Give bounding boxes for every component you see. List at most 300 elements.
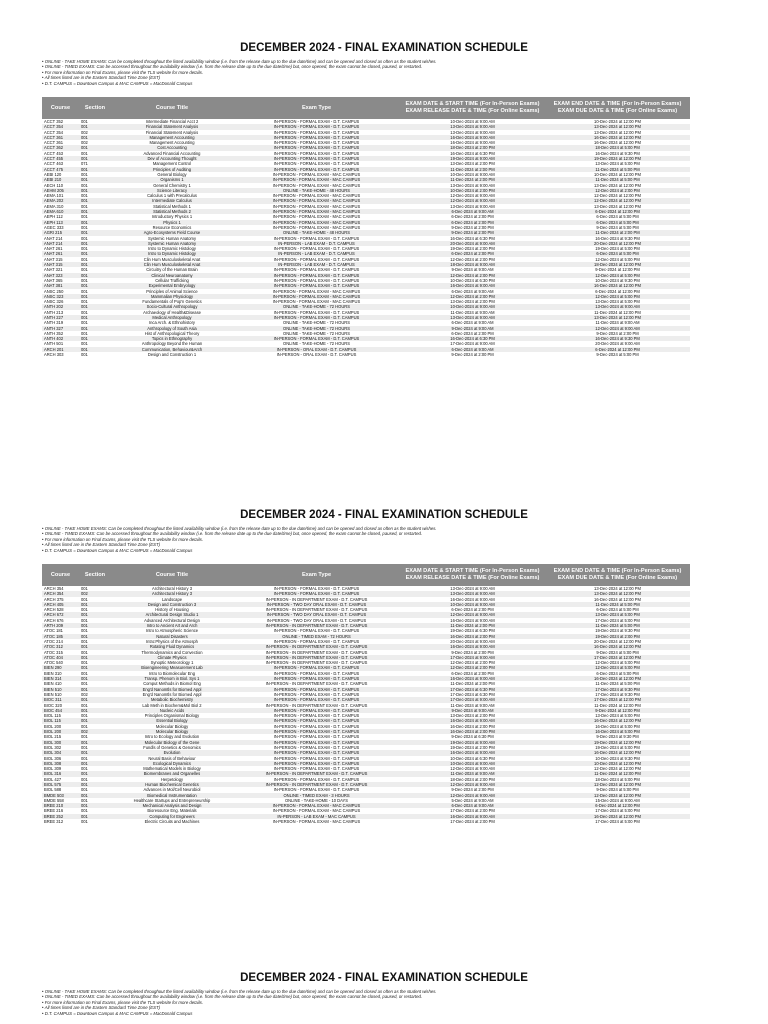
schedule-page-1 xyxy=(0,41,768,86)
cell-course: AEMA 202 xyxy=(42,198,79,203)
cell-course-title: History of Housing xyxy=(111,607,233,612)
cell-course-title: Comput Methods in Biomol Eng xyxy=(111,681,233,686)
cell-course-title: Bioengineering Measurement Lab xyxy=(111,665,233,670)
cell-exam-type: IN-PERSON - FORMAL EXAM - D.T. CAMPUS xyxy=(233,145,400,150)
cell-start: 6-Dec-2024 at 9:00 AM xyxy=(400,320,545,325)
cell-course: BMDE 503 xyxy=(42,793,79,798)
cell-end: 9-Dec-2024 at 5:00 PM xyxy=(545,225,690,230)
cell-end: 19-Dec-2024 at 5:00 PM xyxy=(545,246,690,251)
cell-course-title: Intro to Ecology and Evolution xyxy=(111,734,233,739)
col-header-exam-type: Exam Type xyxy=(233,564,400,586)
cell-end: 20-Dec-2024 at 9:00 AM xyxy=(545,341,690,346)
cell-course-title: Intermediate Financial Acct 2 xyxy=(111,119,233,124)
col-header-start-line1: EXAM DATE & START TIME (For In-Person Exams) xyxy=(405,568,540,574)
cell-start: 16-Dec-2024 at 9:00 AM xyxy=(400,644,545,649)
cell-start: 9-Dec-2024 at 6:30 PM xyxy=(400,734,545,739)
cell-course: AEHM 205 xyxy=(42,188,79,193)
cell-section: 001 xyxy=(79,341,111,346)
cell-course: BIOL 308 xyxy=(42,761,79,766)
cell-start: 12-Dec-2024 at 9:00 AM xyxy=(400,766,545,771)
cell-exam-type: IN-PERSON - FORMAL EXAM - D.T. CAMPUS xyxy=(233,283,400,288)
cell-start: 11-Dec-2024 at 2:00 PM xyxy=(400,623,545,628)
cell-section: 001 xyxy=(79,241,111,246)
cell-course: BMDE 558 xyxy=(42,798,79,803)
cell-section: 002 xyxy=(79,130,111,135)
cell-course-title: Circuitry of the Human Brain xyxy=(111,267,233,272)
cell-exam-type: IN-PERSON - TWO DAY ORAL EXAM - D.T. CAMPUS xyxy=(233,618,400,623)
cell-course-title: Cellular Trafficking xyxy=(111,278,233,283)
cell-end: 17-Dec-2024 at 5:00 PM xyxy=(545,808,690,813)
cell-start: 10-Dec-2024 at 9:00 AM xyxy=(400,602,545,607)
cell-end: 19-Dec-2024 at 5:00 PM xyxy=(545,745,690,750)
cell-course: ARTH 209 xyxy=(42,623,79,628)
cell-exam-type: IN-PERSON - IN DEPARTMENT EXAM - D.T. CAMPUS xyxy=(233,681,400,686)
cell-end: 11-Dec-2024 at 9:00 AM xyxy=(545,320,690,325)
cell-exam-type: IN-PERSON - FORMAL EXAM - MAC CAMPUS xyxy=(233,204,400,209)
cell-course: ARCH 201 xyxy=(42,347,79,352)
cell-section: 001 xyxy=(79,718,111,723)
cell-exam-type: IN-PERSON - FORMAL EXAM - D.T. CAMPUS xyxy=(233,151,400,156)
schedule-notes xyxy=(42,526,768,553)
col-header-end-line1: EXAM END DATE & TIME (For In-Person Exams) xyxy=(553,101,682,107)
cell-start: 16-Dec-2024 at 6:30 PM xyxy=(400,336,545,341)
cell-exam-type: IN-PERSON - FORMAL EXAM - MAC CAMPUS xyxy=(233,819,400,824)
cell-course: ANSC 323 xyxy=(42,294,79,299)
cell-section: 001 xyxy=(79,713,111,718)
note-item: • D.T. CAMPUS = Downtown Campus & MAC CAMPUS = MacDonald Campus xyxy=(42,1011,768,1016)
cell-end: 11-Dec-2024 at 5:00 PM xyxy=(545,623,690,628)
cell-end: 10-Dec-2024 at 9:30 PM xyxy=(545,278,690,283)
table-header-row xyxy=(42,97,690,119)
cell-course-title: Anthropology of South Asia xyxy=(111,326,233,331)
cell-section: 001 xyxy=(79,639,111,644)
cell-exam-type: ONLINE - TAKE-HOME - 48 HOURS xyxy=(233,188,400,193)
cell-course: ANAT 321 xyxy=(42,267,79,272)
cell-end: 16-Dec-2024 at 5:00 PM xyxy=(545,724,690,729)
cell-section: 001 xyxy=(79,660,111,665)
cell-end: 13-Dec-2024 at 12:00 PM xyxy=(545,124,690,129)
cell-start: 12-Dec-2024 at 2:00 PM xyxy=(400,257,545,262)
cell-section: 002 xyxy=(79,729,111,734)
cell-section: 001 xyxy=(79,124,111,129)
cell-exam-type: IN-PERSON - FORMAL EXAM - D.T. CAMPUS xyxy=(233,130,400,135)
cell-section: 001 xyxy=(79,236,111,241)
col-header-end-line2: EXAM DUE DATE & TIME (For Online Exams) xyxy=(557,108,678,114)
cell-course-title: Climate Physics xyxy=(111,655,233,660)
cell-end: 12-Dec-2024 at 12:00 PM xyxy=(545,193,690,198)
cell-course: BIOL 302 xyxy=(42,745,79,750)
cell-exam-type: IN-PERSON - IN DEPARTMENT EXAM - D.T. CAMPUS xyxy=(233,655,400,660)
cell-section: 001 xyxy=(79,628,111,633)
cell-end: 11-Dec-2024 at 5:00 PM xyxy=(545,681,690,686)
cell-start: 17-Dec-2024 at 2:00 PM xyxy=(400,808,545,813)
cell-course-title: Hist of Anthropological Theory xyxy=(111,331,233,336)
note-item: • For more information on Final Exams, please visit the TLS website for more details. xyxy=(42,70,768,75)
cell-section: 001 xyxy=(79,304,111,309)
cell-end: 12-Dec-2024 at 12:00 PM xyxy=(545,198,690,203)
cell-end: 19-Dec-2024 at 12:00 PM xyxy=(545,156,690,161)
cell-section: 001 xyxy=(79,289,111,294)
cell-course-title: Clin Hum Musculoskeletal Anat xyxy=(111,257,233,262)
cell-end: 13-Dec-2024 at 12:00 PM xyxy=(545,586,690,591)
cell-start: 19-Dec-2024 at 9:00 AM xyxy=(400,156,545,161)
cell-end: 11-Dec-2024 at 5:00 PM xyxy=(545,602,690,607)
cell-start: 19-Dec-2024 at 9:00 AM xyxy=(400,740,545,745)
cell-exam-type: IN-PERSON - ORAL EXAM - D.T. CAMPUS xyxy=(233,347,400,352)
cell-end: 13-Dec-2024 at 12:00 PM xyxy=(545,591,690,596)
cell-end: 20-Dec-2024 at 12:00 PM xyxy=(545,241,690,246)
cell-course: ACCT 361 xyxy=(42,135,79,140)
cell-start: 6-Dec-2024 at 9:00 AM xyxy=(400,209,545,214)
cell-start: 9-Dec-2024 at 2:00 PM xyxy=(400,787,545,792)
col-header-end-line2: EXAM DUE DATE & TIME (For Online Exams) xyxy=(557,575,678,581)
cell-course-title: Financial Statement Analysis xyxy=(111,124,233,129)
cell-end: 12-Dec-2024 at 12:00 PM xyxy=(545,793,690,798)
cell-start: 12-Dec-2024 at 2:00 PM xyxy=(400,294,545,299)
cell-exam-type: IN-PERSON - FORMAL EXAM - D.T. CAMPUS xyxy=(233,756,400,761)
cell-end: 6-Dec-2024 at 12:00 PM xyxy=(545,347,690,352)
cell-start: 12-Dec-2024 at 9:00 AM xyxy=(400,198,545,203)
cell-course: ACCT 354 xyxy=(42,130,79,135)
cell-start: 12-Dec-2024 at 9:00 AM xyxy=(400,782,545,787)
cell-start: 6-Dec-2024 at 2:00 PM xyxy=(400,671,545,676)
cell-course-title: Thermodynamics and Convection xyxy=(111,650,233,655)
cell-start: 18-Dec-2024 at 9:00 AM xyxy=(400,262,545,267)
cell-course-title: Healthcare Startups and Entrepreneurship xyxy=(111,798,233,803)
cell-section: 001 xyxy=(79,803,111,808)
cell-start: 19-Dec-2024 at 2:00 PM xyxy=(400,745,545,750)
cell-end: 18-Dec-2024 at 5:00 PM xyxy=(545,777,690,782)
cell-course: ANTH 213 xyxy=(42,310,79,315)
cell-end: 6-Dec-2024 at 12:00 PM xyxy=(545,289,690,294)
cell-start: 6-Dec-2024 at 9:00 AM xyxy=(400,347,545,352)
cell-exam-type: IN-PERSON - FORMAL EXAM - MAC CAMPUS xyxy=(233,198,400,203)
cell-course-title: Mammalian Physiology xyxy=(111,294,233,299)
cell-course-title: Advanced Financial Accounting xyxy=(111,151,233,156)
cell-exam-type: IN-PERSON - FORMAL EXAM - D.T. CAMPUS xyxy=(233,734,400,739)
cell-section: 001 xyxy=(79,273,111,278)
note-item: • ONLINE - TAKE HOME EXAMS: Can be completed throughout the listed availability window (i.e. from the release date up to the due date/time) and can be opened and closed as often as the student wishes. xyxy=(42,59,768,64)
cell-course: ANAT 365 xyxy=(42,278,79,283)
cell-exam-type: IN-PERSON - FORMAL EXAM - MAC CAMPUS xyxy=(233,808,400,813)
cell-course: BIOL 427 xyxy=(42,777,79,782)
cell-start: 11-Dec-2024 at 9:00 AM xyxy=(400,310,545,315)
cell-start: 13-Dec-2024 at 9:00 AM xyxy=(400,591,545,596)
cell-course: ATOC 540 xyxy=(42,660,79,665)
cell-section: 001 xyxy=(79,724,111,729)
note-item: • All times listed are in the Eastern Standard Time Zone (EST) xyxy=(42,542,768,547)
cell-start: 6-Dec-2024 at 2:00 PM xyxy=(400,331,545,336)
cell-start: 17-Dec-2024 at 6:30 PM xyxy=(400,692,545,697)
schedule-title: DECEMBER 2024 - FINAL EXAMINATION SCHEDULE xyxy=(240,509,528,521)
cell-course: ANTH 327 xyxy=(42,326,79,331)
col-header-start xyxy=(400,97,545,119)
cell-end: 9-Dec-2024 at 5:00 PM xyxy=(545,787,690,792)
cell-exam-type: IN-PERSON - FORMAL EXAM - D.T. CAMPUS xyxy=(233,119,400,124)
cell-exam-type: IN-PERSON - IN DEPARTMENT EXAM - D.T. CAMPUS xyxy=(233,650,400,655)
cell-course: ATOC 404 xyxy=(42,655,79,660)
cell-course-title: Evolution xyxy=(111,750,233,755)
cell-course-title: Management Accounting xyxy=(111,140,233,145)
cell-end: 11-Dec-2024 at 12:00 PM xyxy=(545,310,690,315)
cell-section: 001 xyxy=(79,315,111,320)
cell-end: 16-Dec-2024 at 12:00 PM xyxy=(545,814,690,819)
cell-course: BIOL 115 xyxy=(42,713,79,718)
col-header-section: Section xyxy=(79,97,111,119)
cell-start: 16-Dec-2024 at 2:00 PM xyxy=(400,729,545,734)
cell-start: 20-Dec-2024 at 9:00 AM xyxy=(400,241,545,246)
cell-end: 11-Dec-2024 at 5:00 PM xyxy=(545,177,690,182)
cell-course-title: Natural Disasters xyxy=(111,634,233,639)
cell-section: 001 xyxy=(79,687,111,692)
cell-end: 9-Dec-2024 at 12:00 PM xyxy=(545,267,690,272)
cell-start: 10-Dec-2024 at 6:30 PM xyxy=(400,278,545,283)
cell-start: 16-Dec-2024 at 9:00 AM xyxy=(400,135,545,140)
cell-course: ACCT 361 xyxy=(42,140,79,145)
cell-exam-type: IN-PERSON - FORMAL EXAM - MAC CAMPUS xyxy=(233,172,400,177)
cell-course-title: Design and Construction 1 xyxy=(111,352,233,357)
cell-exam-type: IN-PERSON - LAB EXAM - D.T. CAMPUS xyxy=(233,262,400,267)
cell-section: 001 xyxy=(79,278,111,283)
cell-end: 16-Dec-2024 at 12:00 PM xyxy=(545,283,690,288)
cell-end: 15-Dec-2024 at 9:00 AM xyxy=(545,798,690,803)
cell-end: 9-Dec-2024 at 12:00 PM xyxy=(545,708,690,713)
cell-course-title: Intro to Ancient Art and Arch xyxy=(111,623,233,628)
cell-course: ANSC 326 xyxy=(42,299,79,304)
cell-end: 6-Dec-2024 at 5:00 PM xyxy=(545,220,690,225)
schedule-notes xyxy=(42,989,768,1016)
cell-course-title: Intro to Dynamic Histology xyxy=(111,251,233,256)
cell-section: 001 xyxy=(79,740,111,745)
cell-section: 001 xyxy=(79,734,111,739)
cell-course-title: General Biology xyxy=(111,172,233,177)
cell-course: AEPH 113 xyxy=(42,220,79,225)
cell-section: 001 xyxy=(79,220,111,225)
cell-course-title: Lab Meth in Biochem&Mol Biol 2 xyxy=(111,703,233,708)
cell-course-title: Ecological Dynamics xyxy=(111,761,233,766)
cell-section: 071 xyxy=(79,161,111,166)
cell-section: 001 xyxy=(79,655,111,660)
cell-start: 12-Dec-2024 at 9:00 AM xyxy=(400,793,545,798)
cell-section: 001 xyxy=(79,204,111,209)
cell-start: 18-Dec-2024 at 2:00 PM xyxy=(400,777,545,782)
cell-start: 13-Dec-2024 at 9:00 AM xyxy=(400,130,545,135)
cell-end: 13-Dec-2024 at 12:00 PM xyxy=(545,183,690,188)
cell-exam-type: IN-PERSON - TWO DAY ORAL EXAM - D.T. CAMPUS xyxy=(233,612,400,617)
cell-exam-type: IN-PERSON - FORMAL EXAM - D.T. CAMPUS xyxy=(233,586,400,591)
cell-start: 9-Dec-2024 at 2:00 PM xyxy=(400,352,545,357)
cell-exam-type: IN-PERSON - LAB EXAM - D.T. CAMPUS xyxy=(233,241,400,246)
cell-end: 12-Dec-2024 at 5:00 PM xyxy=(545,273,690,278)
cell-exam-type: IN-PERSON - FORMAL EXAM - D.T. CAMPUS xyxy=(233,135,400,140)
cell-exam-type: IN-PERSON - FORMAL EXAM - D.T. CAMPUS xyxy=(233,310,400,315)
cell-course-title: Introductory Physics 1 xyxy=(111,214,233,219)
cell-course-title: Eng'd Nanomtls for Biomed Appl xyxy=(111,687,233,692)
cell-section: 001 xyxy=(79,697,111,702)
cell-course-title: Agro-Ecosystems Field Course xyxy=(111,230,233,235)
cell-section: 001 xyxy=(79,793,111,798)
cell-course: BREE 216 xyxy=(42,808,79,813)
cell-start: 9-Dec-2024 at 9:00 AM xyxy=(400,267,545,272)
cell-course-title: Rotating Fluid Dynamics xyxy=(111,644,233,649)
table-body-2 xyxy=(42,586,690,824)
cell-start: 10-Dec-2024 at 6:30 PM xyxy=(400,756,545,761)
schedule-table-2 xyxy=(42,564,690,824)
cell-course-title: Communication, Behaviour&Arch xyxy=(111,347,233,352)
cell-exam-type: IN-PERSON - FORMAL EXAM - D.T. CAMPUS xyxy=(233,236,400,241)
cell-end: 12-Dec-2024 at 12:00 PM xyxy=(545,766,690,771)
cell-end: 13-Dec-2024 at 5:00 PM xyxy=(545,612,690,617)
col-header-end xyxy=(545,564,690,586)
cell-course: ACCT 453 xyxy=(42,151,79,156)
cell-end: 16-Dec-2024 at 12:00 PM xyxy=(545,140,690,145)
cell-course-title: Dev of Accounting Thought xyxy=(111,156,233,161)
cell-course: AEPH 112 xyxy=(42,214,79,219)
cell-course: BIEN 510 xyxy=(42,687,79,692)
cell-start: 6-Dec-2024 at 9:00 AM xyxy=(400,803,545,808)
cell-section: 001 xyxy=(79,331,111,336)
cell-exam-type: IN-PERSON - FORMAL EXAM - D.T. CAMPUS xyxy=(233,167,400,172)
cell-course-title: Medical Anthropology xyxy=(111,315,233,320)
cell-end: 16-Dec-2024 at 9:30 PM xyxy=(545,151,690,156)
cell-section: 001 xyxy=(79,299,111,304)
cell-end: 18-Dec-2024 at 5:00 PM xyxy=(545,145,690,150)
cell-end: 6-Dec-2024 at 5:00 PM xyxy=(545,251,690,256)
cell-section: 001 xyxy=(79,745,111,750)
col-header-course-title: Course Title xyxy=(111,564,233,586)
cell-course: ARCH 672 xyxy=(42,612,79,617)
cell-section: 001 xyxy=(79,230,111,235)
cell-section: 001 xyxy=(79,151,111,156)
cell-course: ANAT 214 xyxy=(42,236,79,241)
cell-section: 001 xyxy=(79,761,111,766)
cell-section: 001 xyxy=(79,336,111,341)
cell-course-title: Archaeology of Health&Disease xyxy=(111,310,233,315)
cell-course-title: Computing for Engineers xyxy=(111,814,233,819)
cell-start: 9-Dec-2024 at 9:00 AM xyxy=(400,708,545,713)
cell-exam-type: IN-PERSON - TWO DAY ORAL EXAM - D.T. CAMPUS xyxy=(233,602,400,607)
cell-course-title: Architectural Design Studio 1 xyxy=(111,612,233,617)
cell-course-title: Principles of Auditing xyxy=(111,167,233,172)
cell-exam-type: IN-PERSON - FORMAL EXAM - MAC CAMPUS xyxy=(233,289,400,294)
cell-exam-type: IN-PERSON - LAB EXAM - MAC CAMPUS xyxy=(233,814,400,819)
cell-section: 001 xyxy=(79,267,111,272)
cell-course-title: Statistical Methods 1 xyxy=(111,204,233,209)
cell-course: AGRI 215 xyxy=(42,230,79,235)
cell-end: 10-Dec-2024 at 12:00 PM xyxy=(545,761,690,766)
cell-start: 11-Dec-2024 at 2:00 PM xyxy=(400,681,545,686)
cell-course-title: Nucleic Acids xyxy=(111,708,233,713)
cell-course-title: Statistical Methods 2 xyxy=(111,209,233,214)
cell-course-title: Intro to Dynamic Histology xyxy=(111,246,233,251)
cell-start: 13-Dec-2024 at 9:00 AM xyxy=(400,204,545,209)
cell-exam-type: IN-PERSON - FORMAL EXAM - MAC CAMPUS xyxy=(233,214,400,219)
cell-end: 6-Dec-2024 at 12:00 PM xyxy=(545,209,690,214)
cell-exam-type: IN-PERSON - FORMAL EXAM - MAC CAMPUS xyxy=(233,177,400,182)
cell-course-title: Intro to Atmospheric Science xyxy=(111,628,233,633)
cell-exam-type: IN-PERSON - FORMAL EXAM - D.T. CAMPUS xyxy=(233,687,400,692)
cell-start: 19-Dec-2024 at 6:30 PM xyxy=(400,628,545,633)
cell-end: 6-Dec-2024 at 5:00 PM xyxy=(545,607,690,612)
cell-course-title: Bioresource Eng. Materials xyxy=(111,808,233,813)
cell-end: 13-Dec-2024 at 5:00 PM xyxy=(545,713,690,718)
cell-course: AEBI 210 xyxy=(42,177,79,182)
cell-course-title: Biomembranes and Organelles xyxy=(111,771,233,776)
cell-course-title: Experimental Embryology xyxy=(111,283,233,288)
cell-end: 13-Dec-2024 at 12:00 PM xyxy=(545,204,690,209)
cell-section: 001 xyxy=(79,814,111,819)
cell-section: 001 xyxy=(79,167,111,172)
note-item: • All times listed are in the Eastern Standard Time Zone (EST) xyxy=(42,1005,768,1010)
cell-section: 001 xyxy=(79,225,111,230)
cell-exam-type: ONLINE - TAKE-HOME - 72 HOURS xyxy=(233,331,400,336)
cell-section: 001 xyxy=(79,188,111,193)
cell-start: 11-Dec-2024 at 2:00 PM xyxy=(400,177,545,182)
cell-end: 13-Dec-2024 at 5:00 PM xyxy=(545,299,690,304)
cell-course: ACCT 475 xyxy=(42,167,79,172)
col-header-course: Course xyxy=(42,97,79,119)
cell-exam-type: IN-PERSON - FORMAL EXAM - MAC CAMPUS xyxy=(233,803,400,808)
cell-section: 001 xyxy=(79,703,111,708)
cell-start: 5-Dec-2024 at 9:00 AM xyxy=(400,798,545,803)
cell-course-title: Molecular Biology of the Gene xyxy=(111,740,233,745)
cell-end: 20-Dec-2024 at 12:00 PM xyxy=(545,639,690,644)
cell-course-title: Financial Statement Analysis xyxy=(111,130,233,135)
schedule-notes xyxy=(42,59,768,86)
cell-section: 001 xyxy=(79,135,111,140)
cell-end: 19-Dec-2024 at 2:00 PM xyxy=(545,634,690,639)
cell-course-title: Resource Economics xyxy=(111,225,233,230)
cell-section: 001 xyxy=(79,819,111,824)
cell-start: 16-Dec-2024 at 9:00 AM xyxy=(400,814,545,819)
cell-end: 9-Dec-2024 at 2:00 PM xyxy=(545,331,690,336)
cell-exam-type: IN-PERSON - FORMAL EXAM - D.T. CAMPUS xyxy=(233,740,400,745)
cell-exam-type: IN-PERSON - FORMAL EXAM - D.T. CAMPUS xyxy=(233,257,400,262)
cell-course: AECH 110 xyxy=(42,183,79,188)
cell-section: 001 xyxy=(79,214,111,219)
cell-end: 17-Dec-2024 at 5:00 PM xyxy=(545,618,690,623)
cell-course: AEMA 310 xyxy=(42,204,79,209)
cell-end: 13-Dec-2024 at 9:00 AM xyxy=(545,304,690,309)
cell-section: 001 xyxy=(79,602,111,607)
cell-course: BIOL 316 xyxy=(42,771,79,776)
cell-exam-type: IN-PERSON - FORMAL EXAM - D.T. CAMPUS xyxy=(233,777,400,782)
note-item: • For more information on Final Exams, please visit the TLS website for more details. xyxy=(42,537,768,542)
cell-start: 13-Dec-2024 at 9:00 AM xyxy=(400,315,545,320)
cell-start: 6-Dec-2024 at 2:00 PM xyxy=(400,251,545,256)
cell-section: 001 xyxy=(79,612,111,617)
table-header-row xyxy=(42,564,690,586)
cell-start: 12-Dec-2024 at 2:00 PM xyxy=(400,273,545,278)
cell-end: 13-Dec-2024 at 12:00 PM xyxy=(545,130,690,135)
cell-course: ANAT 315 xyxy=(42,262,79,267)
cell-section: 001 xyxy=(79,777,111,782)
cell-section: 001 xyxy=(79,750,111,755)
cell-section: 001 xyxy=(79,623,111,628)
cell-section: 001 xyxy=(79,310,111,315)
cell-start: 9-Dec-2024 at 9:00 AM xyxy=(400,326,545,331)
cell-exam-type: IN-PERSON - FORMAL EXAM - D.T. CAMPUS xyxy=(233,628,400,633)
cell-exam-type: IN-PERSON - IN DEPARTMENT EXAM - D.T. CAMPUS xyxy=(233,597,400,602)
cell-course-title: General Chemistry 1 xyxy=(111,183,233,188)
cell-end: 6-Dec-2024 at 12:00 PM xyxy=(545,803,690,808)
cell-exam-type: IN-PERSON - FORMAL EXAM - D.T. CAMPUS xyxy=(233,267,400,272)
cell-section: 001 xyxy=(79,766,111,771)
cell-course-title: Mechanical Analysis and Design xyxy=(111,803,233,808)
cell-section: 001 xyxy=(79,246,111,251)
cell-end: 10-Dec-2024 at 12:00 PM xyxy=(545,119,690,124)
cell-course: BIOC 320 xyxy=(42,703,79,708)
